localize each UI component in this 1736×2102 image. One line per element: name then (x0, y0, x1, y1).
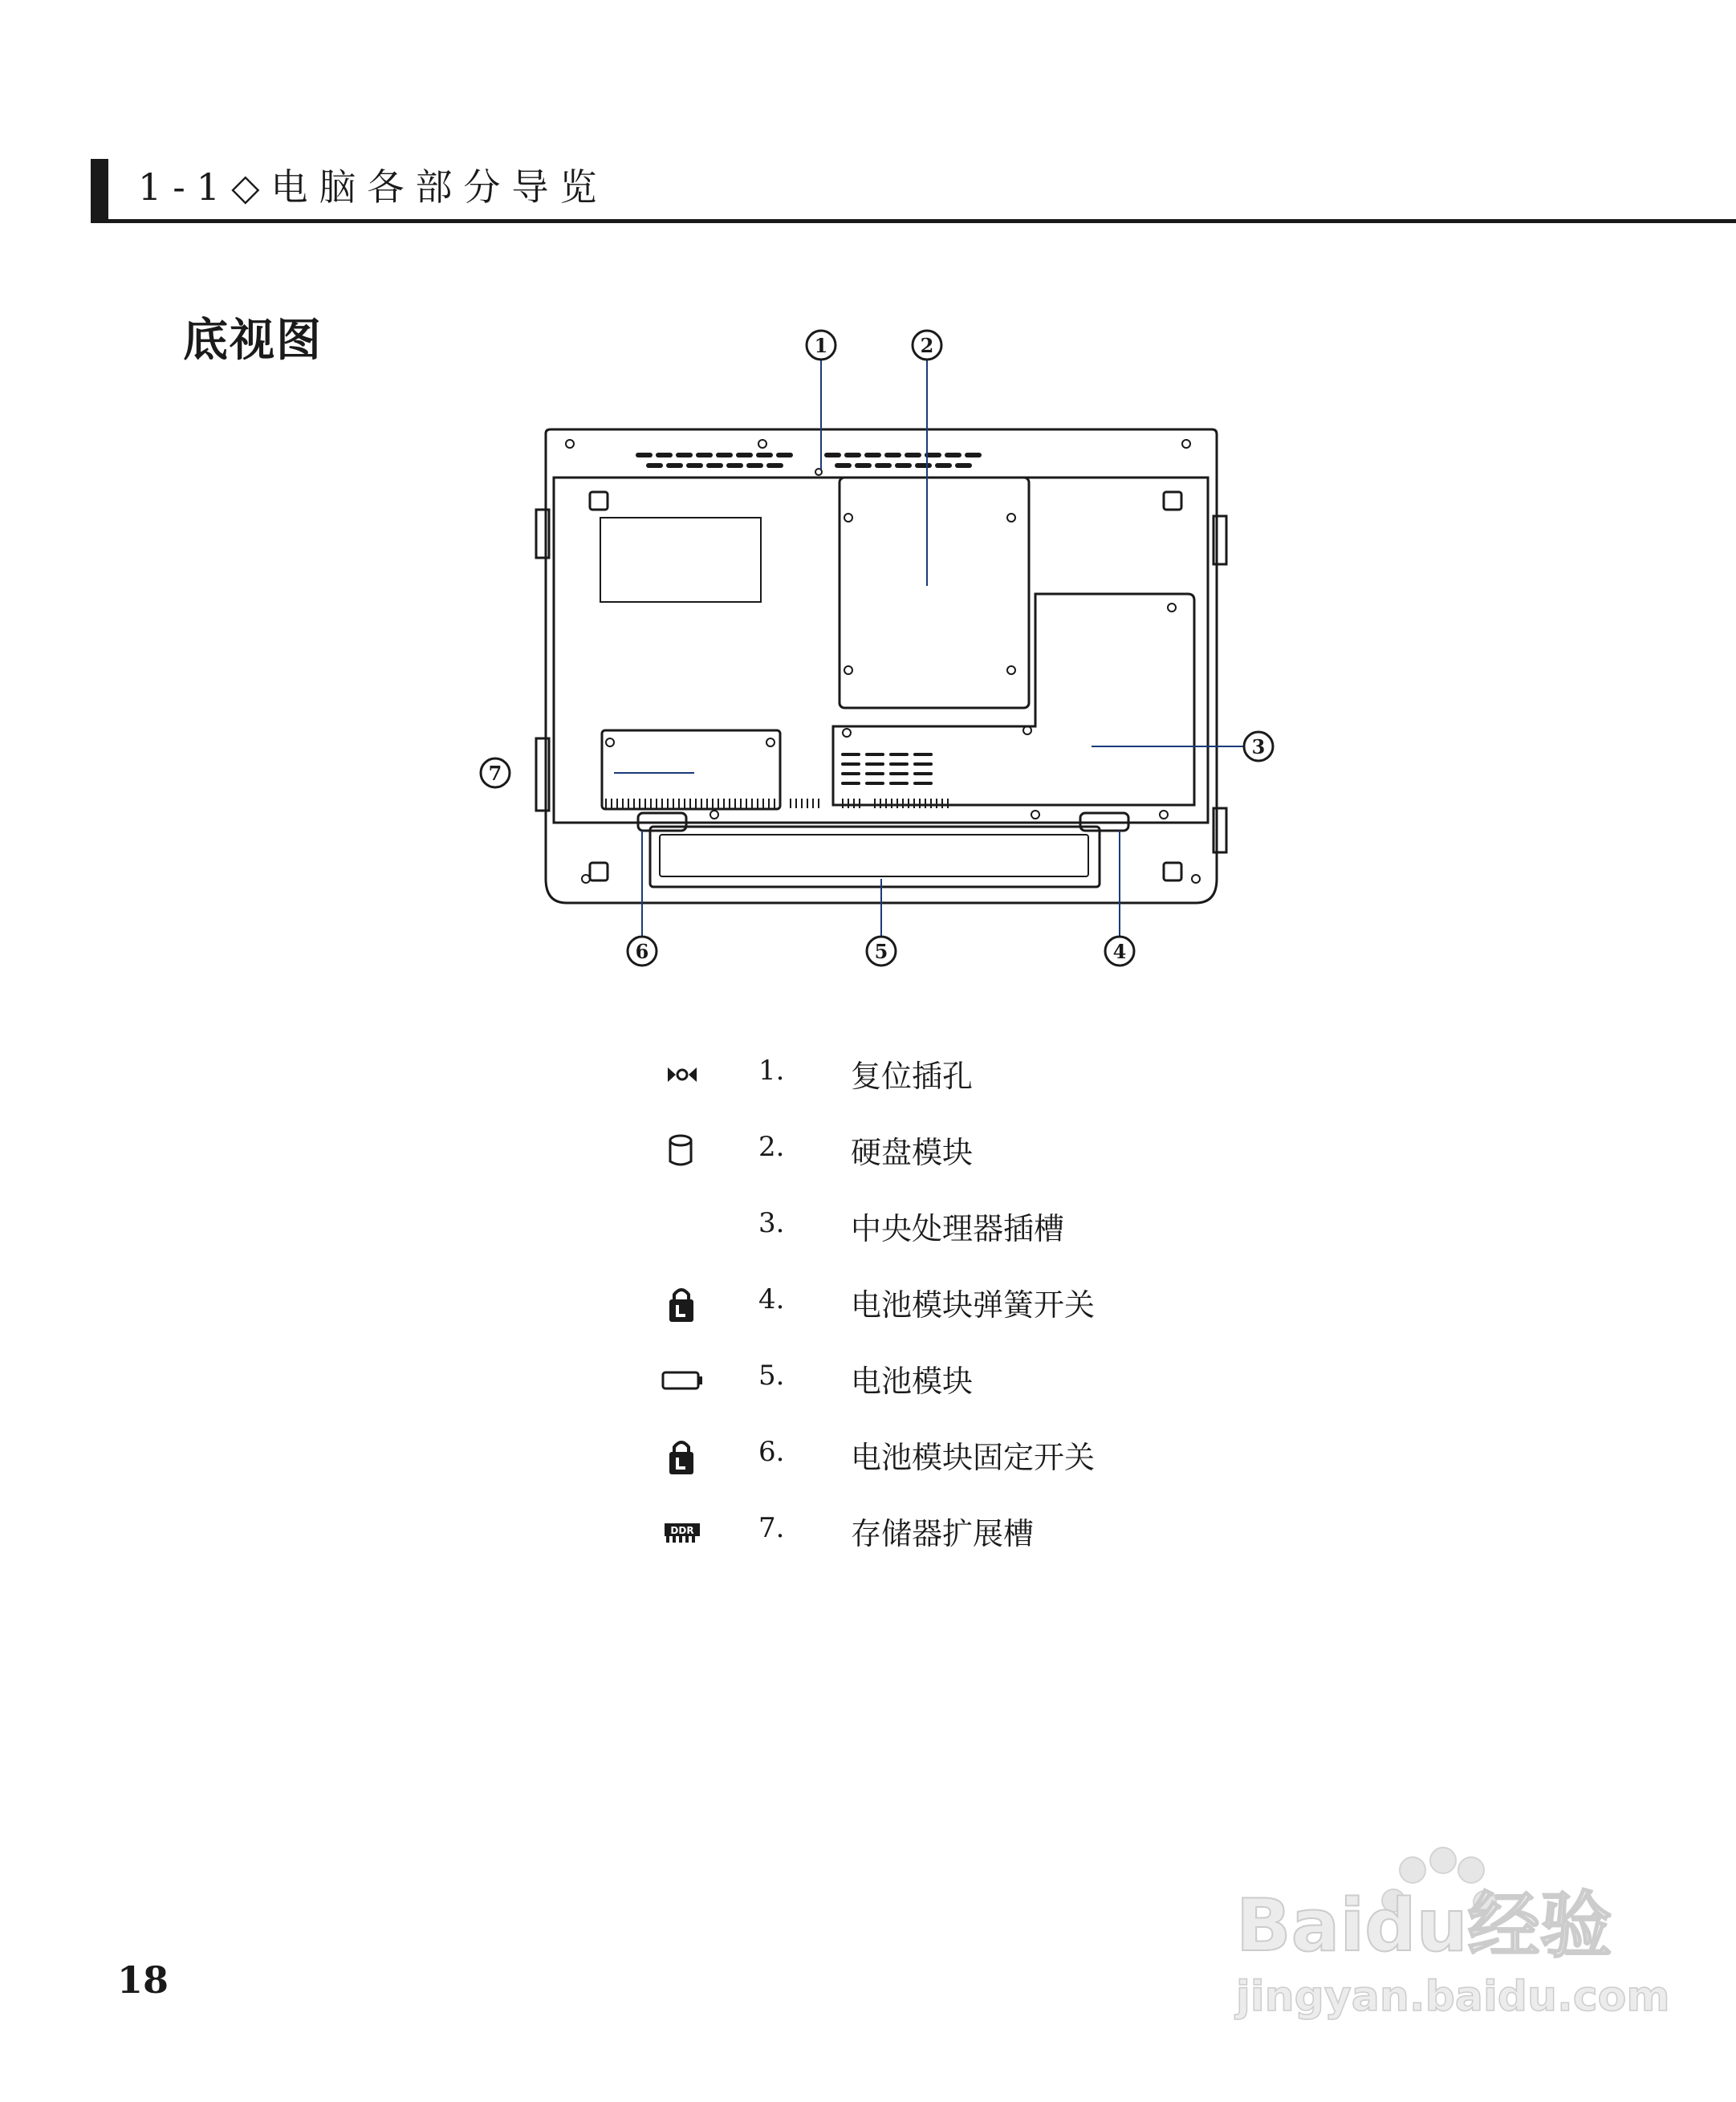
callout-6-label: 6 (635, 940, 649, 963)
ddr-memory-icon (658, 1512, 706, 1552)
legend-label: 电池模块 (851, 1364, 974, 1399)
legend-number: 5. (758, 1360, 785, 1392)
hdd-cover (840, 478, 1029, 708)
legend-item (658, 1051, 1220, 1100)
header-rule (91, 219, 1736, 223)
legend-item (658, 1128, 1220, 1176)
battery-module (650, 827, 1100, 887)
callout-4-label: 4 (1112, 940, 1127, 963)
page-number: 18 (117, 1958, 169, 2002)
baidu-watermark-logo (1228, 1838, 1677, 2031)
legend-label: 电池模块固定开关 (851, 1440, 1096, 1475)
legend-label: 存储器扩展槽 (851, 1516, 1035, 1551)
svg-text:DDR: DDR (670, 1525, 694, 1536)
legend-item (658, 1433, 1220, 1481)
legend-number: 3. (758, 1207, 785, 1239)
legend-number: 6. (758, 1436, 785, 1468)
svg-text:jingyan.baidu.com: jingyan.baidu.com (1236, 1973, 1670, 2021)
legend-item (658, 1356, 1220, 1405)
hard-disk-icon (658, 1131, 706, 1171)
reset-icon (658, 1055, 706, 1095)
cpu-cover (833, 594, 1194, 805)
inner-panel (554, 478, 1208, 823)
legend-number: 2. (758, 1131, 785, 1163)
callout-2-label: 2 (920, 334, 934, 357)
callout-5-label: 5 (874, 940, 888, 963)
legend-item (658, 1280, 1220, 1328)
section-title: 1-1◇电脑各部分导览 (138, 165, 608, 209)
laptop-bottom-diagram (474, 317, 1308, 975)
legend-item (658, 1204, 1220, 1252)
legend-label: 电池模块弹簧开关 (851, 1287, 1096, 1323)
label-sticker (600, 518, 761, 602)
lock-icon (658, 1283, 706, 1323)
lock-icon (658, 1436, 706, 1476)
battery-icon (658, 1360, 706, 1400)
header-bar (91, 159, 108, 223)
legend-label: 硬盘模块 (851, 1135, 974, 1170)
legend-label: 复位插孔 (851, 1059, 974, 1094)
memory-cover (602, 730, 780, 809)
callout-3-label: 3 (1251, 735, 1266, 758)
callout-7-label: 7 (488, 762, 502, 785)
legend-number: 7. (758, 1512, 785, 1544)
legend-label: 中央处理器插槽 (851, 1211, 1065, 1246)
legend-number: 4. (758, 1283, 785, 1315)
page-heading: 底视图 (183, 314, 323, 367)
legend-item (658, 1509, 1220, 1557)
svg-text:Baidu经验: Baidu经验 (1236, 1884, 1612, 1968)
callout-1-label: 1 (814, 334, 828, 357)
legend-number: 1. (758, 1055, 785, 1087)
